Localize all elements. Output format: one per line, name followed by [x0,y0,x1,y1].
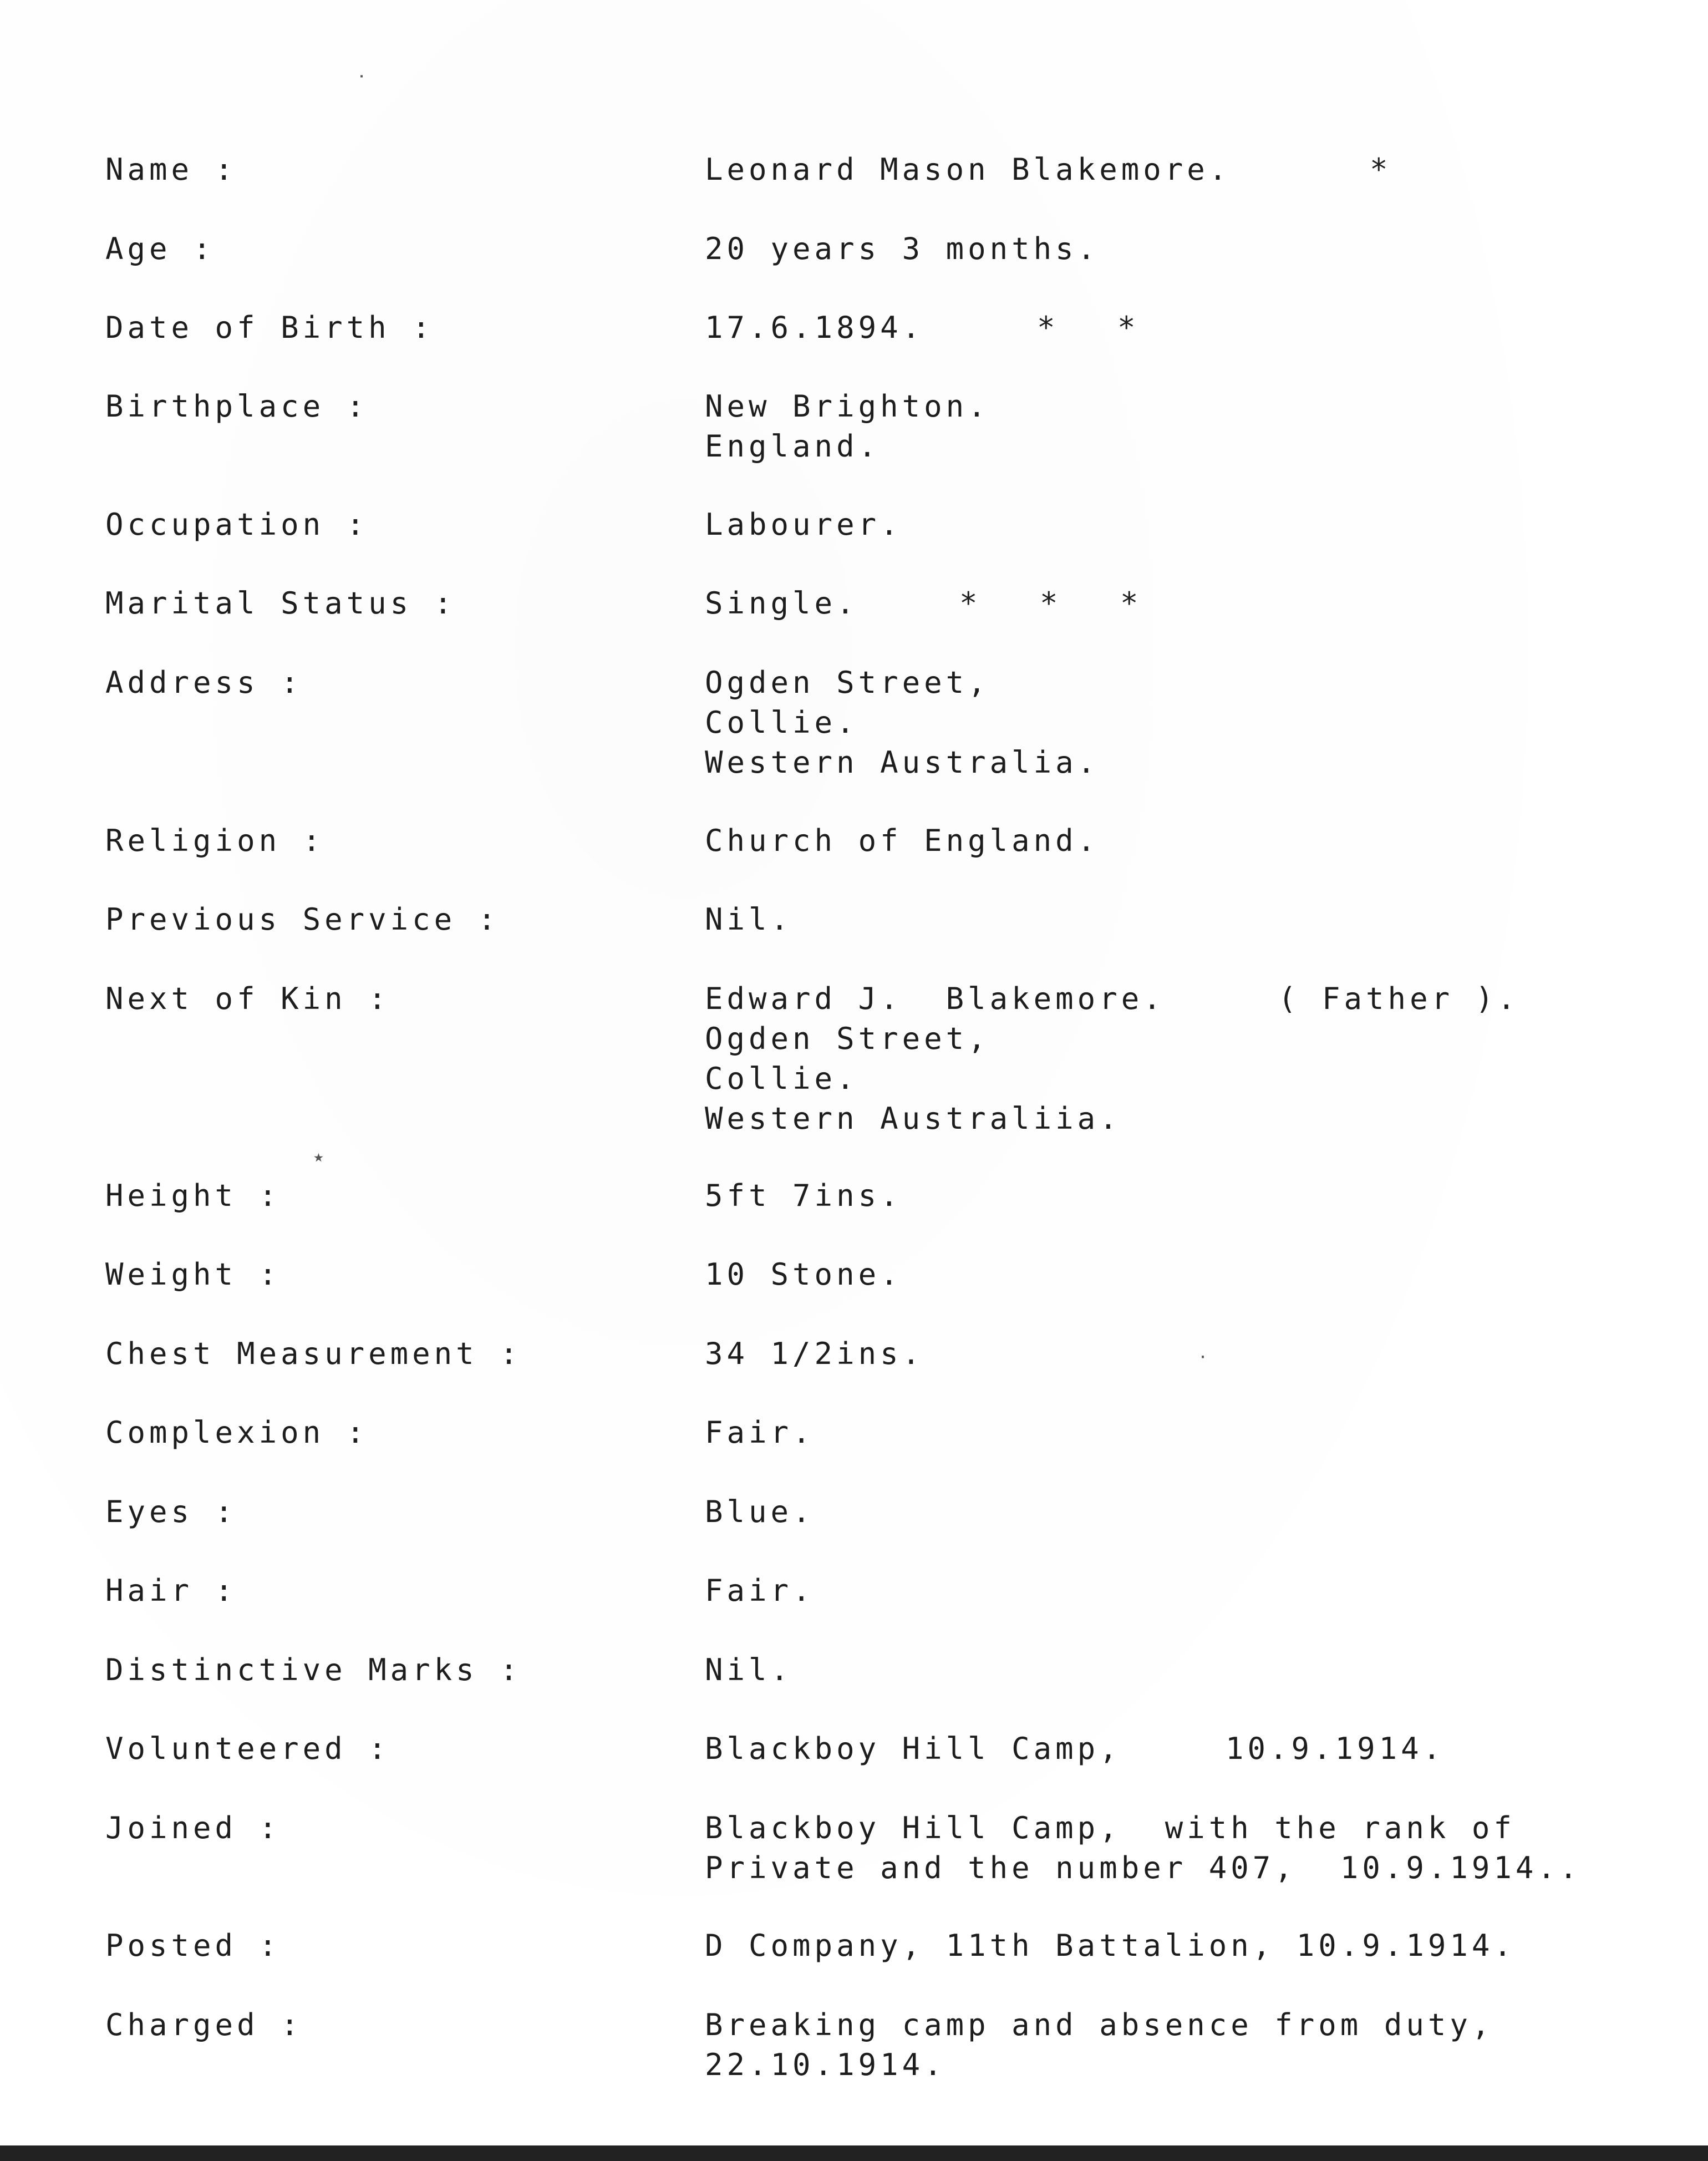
value-line: Breaking camp and absence from duty, [705,2007,1494,2042]
field-label: Birthplace : [105,389,369,424]
value-line: Ogden Street, [705,665,990,700]
field-value: 10 Stone. [705,1257,902,1292]
field-value: Fair. [705,1573,815,1608]
field-label: Previous Service : [105,902,500,937]
marker-asterisk: * [1370,152,1410,187]
stray-mark: ˙ [355,72,369,98]
field-value: Church of England. [705,823,1100,858]
stray-mark: · [1198,1348,1208,1367]
scan-edge [0,2145,1708,2161]
field-value: Nil. [705,902,793,937]
value-line: 22.10.1914. [705,2047,946,2082]
field-label: Age : [105,231,215,266]
field-value [705,2005,1493,2085]
value-line: Collie. [705,1061,858,1096]
field-value [705,979,1165,1139]
field-value: Leonard Mason Blakemore. [705,152,1231,187]
field-label: Address : [105,665,303,700]
value-line: Private and the number 407, 10.9.1914.. [705,1850,1582,1885]
field-value: 17.6.1894. [705,310,924,345]
field-label: Hair : [105,1573,237,1608]
field-label: Height : [105,1178,281,1213]
field-value: Single. [705,586,858,621]
marker-asterisk: * * [1037,310,1158,345]
value-line: Collie. [705,705,858,740]
field-value: 5ft 7ins. [705,1178,902,1213]
value-line: England. [705,429,881,464]
field-value: Nil. [705,1652,793,1687]
field-label: Date of Birth : [105,310,434,345]
field-value: 20 years 3 months. [705,231,1100,266]
field-label: Occupation : [105,507,369,542]
field-label: Eyes : [105,1494,237,1529]
field-value: Blackboy Hill Camp, [705,1731,1121,1766]
field-label: Name : [105,152,237,187]
field-label: Chest Measurement : [105,1336,522,1371]
value-line: Ogden Street, [705,1021,990,1056]
field-value: 34 1/2ins. [705,1336,924,1371]
field-label: Distinctive Marks : [105,1652,522,1687]
value-line: Edward J. Blakemore. [705,981,1165,1016]
field-label: Next of Kin : [105,981,390,1016]
field-value [705,663,1099,783]
value-line: Western Australiia. [705,1101,1121,1136]
value-line: Western Australia. [705,745,1100,780]
field-label: Weight : [105,1257,281,1292]
field-label: Complexion : [105,1415,369,1450]
marker-asterisk: * * * [959,586,1161,621]
field-date: 10.9.1914. [1226,1731,1445,1766]
field-label: Joined : [105,1810,281,1845]
field-value [705,1808,1581,1888]
field-label: Religion : [105,823,325,858]
field-label: Charged : [105,2007,303,2042]
value-line: New Brighton. [705,389,990,424]
field-label: Marital Status : [105,586,456,621]
field-label: Posted : [105,1928,281,1963]
field-value: Fair. [705,1415,815,1450]
field-value: D Company, 11th Battalion, 10.9.1914. [705,1928,1516,1963]
field-value [705,387,990,466]
field-value: Labourer. [705,507,902,542]
field-label: Volunteered : [105,1731,390,1766]
stray-mark: ⋆ [311,1143,327,1174]
value-line: Blackboy Hill Camp, with the rank of [705,1810,1516,1845]
relation-annotation: ( Father ). [1278,981,1519,1016]
field-value: Blue. [705,1494,815,1529]
